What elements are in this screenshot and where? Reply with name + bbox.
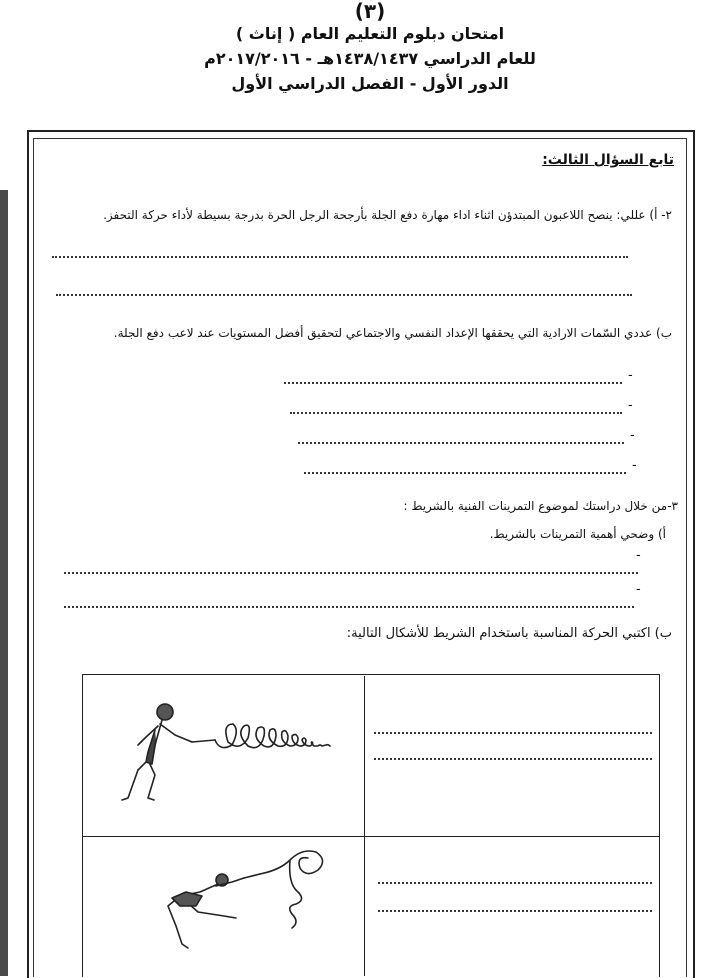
- page-number: (٣): [354, 0, 386, 23]
- list-dash: -: [630, 428, 635, 443]
- question-3: ٣-من خلال دراستك لموضوع التمرينات الفنية بالشريط :: [403, 499, 678, 513]
- answer-line[interactable]: [290, 410, 622, 414]
- exam-session: الدور الأول - الفصل الدراسي الأول: [231, 74, 509, 93]
- list-dash: -: [636, 582, 641, 597]
- list-dash: -: [632, 458, 637, 473]
- list-dash: -: [628, 368, 633, 383]
- answer-line[interactable]: [52, 254, 628, 258]
- question-3b: ب) اكتبي الحركة المناسبة باستخدام الشريط للأشكال التالية:: [346, 626, 672, 641]
- answer-line[interactable]: [374, 730, 652, 734]
- answer-line[interactable]: [64, 604, 634, 608]
- scan-edge: [0, 190, 8, 976]
- academic-year: للعام الدراسي ١٤٣٨/١٤٣٧هـ - ٢٠١٧/٢٠١٦م: [204, 49, 536, 68]
- answer-line[interactable]: [374, 756, 652, 760]
- question-3a: أ) وضحي أهمية التمرينات بالشريط.: [489, 527, 666, 541]
- answer-line[interactable]: [298, 440, 624, 444]
- ribbon-spiral-figure-icon: [100, 690, 360, 810]
- answer-line[interactable]: [284, 380, 622, 384]
- list-dash: -: [636, 548, 641, 563]
- ribbon-leap-figure-icon: [140, 840, 380, 970]
- question-2a: ٢- أ) عللي: ينصح اللاعبون المبتدؤن اثناء اداء مهارة دفع الجلة بأرجحة الرجل الحرة بدرجة بسيطة لأداء حركة التحفز.: [103, 208, 672, 222]
- answer-line[interactable]: [304, 470, 626, 474]
- answer-line[interactable]: [56, 292, 632, 296]
- answer-line[interactable]: [378, 908, 652, 912]
- answer-line[interactable]: [64, 570, 638, 574]
- table-row-divider: [82, 836, 660, 837]
- exam-title: امتحان دبلوم التعليم العام ( إناث ): [235, 24, 505, 43]
- section-title: تابع السؤال الثالث:: [542, 152, 674, 168]
- question-2b: ب) عددي السّمات الارادية التي يحققها الإعداد النفسي والاجتماعي لتحقيق أفضل المستويات عند لاعب دفع الجلة.: [113, 326, 672, 340]
- answer-line[interactable]: [378, 880, 652, 884]
- list-dash: -: [628, 398, 633, 413]
- exam-header: [150, 0, 590, 96]
